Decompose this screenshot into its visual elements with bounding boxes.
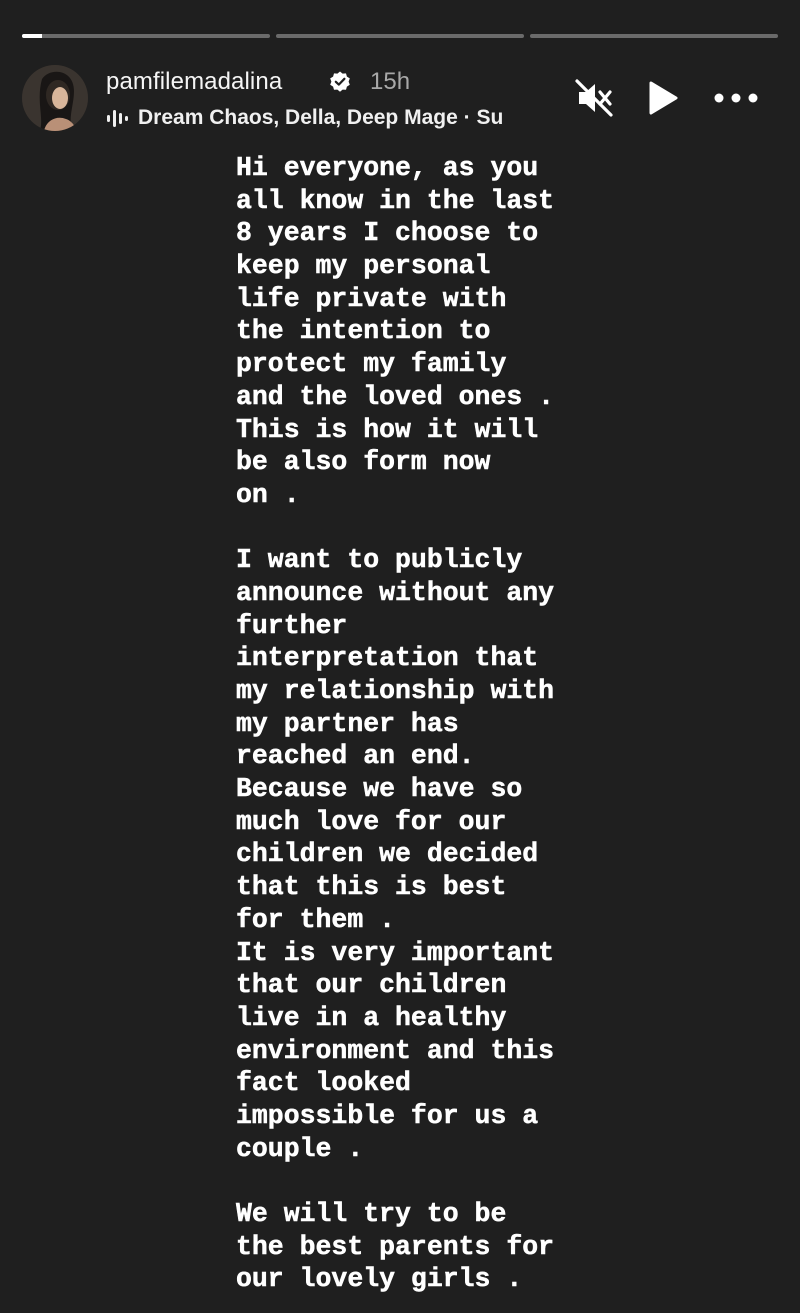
story-header (22, 64, 778, 132)
play-icon[interactable] (646, 78, 680, 118)
story-progress-bar (22, 34, 778, 38)
story-text-line: on . (236, 479, 300, 510)
story-text-line: the intention to (236, 316, 491, 347)
story-text-line: children we decided (236, 839, 539, 870)
story-text-line: protect my family (236, 349, 507, 380)
music-attribution[interactable] (106, 106, 546, 134)
story-text-line: my partner has (236, 708, 459, 739)
story-text-line: Hi everyone, as you (236, 153, 539, 183)
progress-segment (530, 34, 778, 38)
story-text-line: further (236, 610, 348, 641)
verified-badge-icon (328, 70, 352, 94)
story-text-block (236, 152, 656, 1296)
avatar-image (22, 65, 88, 131)
username[interactable]: pamfilemadalina (106, 68, 283, 95)
speaker-muted-icon[interactable] (574, 78, 614, 118)
story-text-line: Because we have so (236, 774, 523, 805)
progress-segment (22, 34, 270, 38)
story-text-line: all know in the last (236, 185, 555, 216)
story-text-line: the best parents for (236, 1231, 555, 1262)
story-text-line: that our children (236, 970, 507, 1001)
story-text-line (236, 512, 656, 545)
story-text-line: reached an end. (236, 741, 475, 772)
story-text-line: for them . (236, 904, 396, 935)
story-text-line (236, 1165, 656, 1198)
story-text-line: It is very important (236, 937, 555, 968)
story-text-line: This is how it will (236, 414, 539, 445)
story-text-line: We will try to be (236, 1199, 507, 1229)
story-text-line: interpretation that (236, 643, 539, 674)
story-text-line: keep my personal (236, 251, 491, 282)
progress-fill (22, 34, 42, 38)
music-track-label: Dream Chaos, Della, Deep Mage · Su (138, 106, 504, 129)
progress-segment (276, 34, 524, 38)
story-text-line: fact looked (236, 1068, 411, 1099)
avatar[interactable] (22, 65, 88, 131)
audio-bars-icon (106, 107, 128, 129)
story-text-line: I want to publicly (236, 545, 523, 576)
story-text-line: much love for our (236, 806, 507, 837)
story-text-line: our lovely girls . (236, 1264, 523, 1295)
story-text-line: 8 years I choose to (236, 218, 539, 249)
story-text-line: live in a healthy (236, 1002, 507, 1033)
post-time: 15h (370, 68, 411, 95)
more-options-icon[interactable] (712, 78, 760, 118)
story-text-line: and the loved ones . (236, 381, 555, 412)
story-text-line: impossible for us a (236, 1100, 539, 1131)
story-text-line: environment and this (236, 1035, 555, 1066)
story-text-line: life private with (236, 283, 507, 314)
story-text-line: announce without any (236, 577, 555, 608)
story-text-line: my relationship with (236, 676, 555, 706)
story-text-line: that this is best (236, 872, 507, 903)
story-text-line: couple . (236, 1133, 364, 1164)
story-text-line: be also form now (236, 447, 491, 478)
